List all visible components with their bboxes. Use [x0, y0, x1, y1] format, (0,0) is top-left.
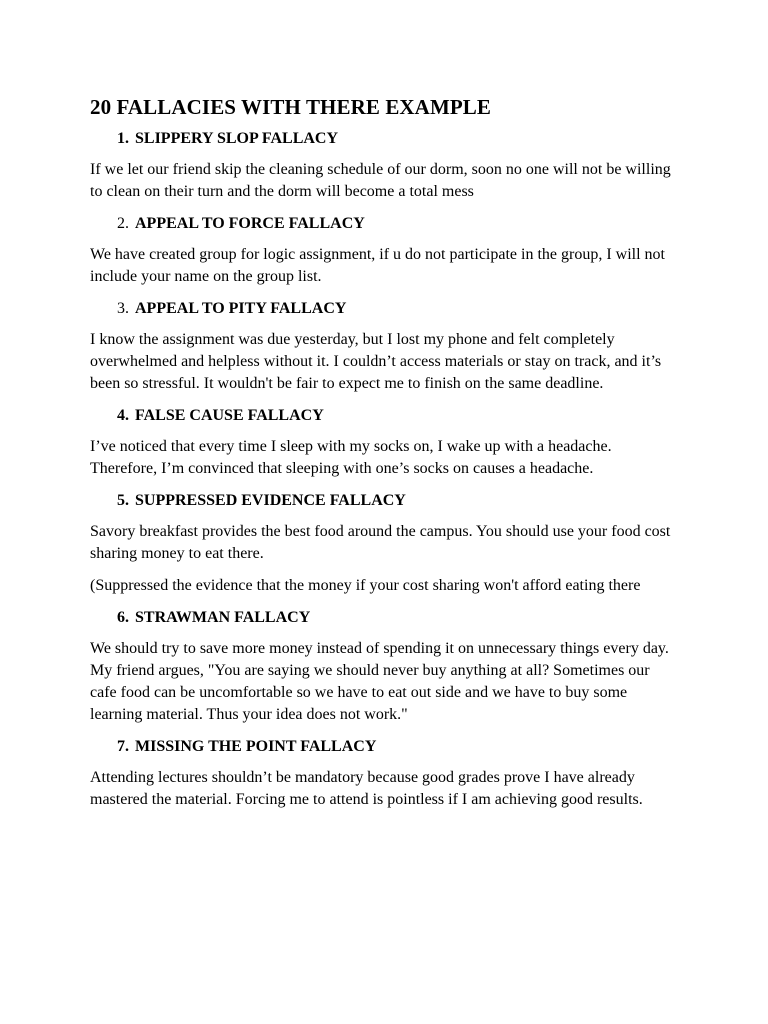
fallacy-section: [90, 607, 680, 726]
fallacy-number: 6.: [117, 609, 129, 626]
fallacy-name: APPEAL TO PITY FALLACY: [135, 300, 347, 317]
fallacy-section: [90, 298, 680, 395]
document-page: [90, 94, 680, 821]
fallacy-example: We should try to save more money instead of spending it on unnecessary things every day. My friend argues, "You are saying we should never buy anything at all? Sometimes our cafe food can be uncomfortable so we have to eat out side and we have to buy some learning material. Thus your idea does not work.": [90, 640, 669, 723]
fallacy-number: 5.: [117, 492, 129, 509]
fallacy-section: [90, 405, 680, 480]
fallacy-heading: [90, 490, 680, 512]
fallacy-example: Savory breakfast provides the best food around the campus. You should use your food cost sharing money to eat there.: [90, 523, 671, 562]
fallacy-heading: [90, 405, 680, 427]
fallacy-heading: [90, 213, 680, 235]
fallacy-section: [90, 128, 680, 203]
fallacy-note: (Suppressed the evidence that the money if your cost sharing won't afford eating there: [90, 577, 641, 594]
fallacy-heading: [90, 128, 680, 150]
fallacy-name: SLIPPERY SLOP FALLACY: [135, 130, 339, 147]
fallacy-number: 3.: [117, 300, 129, 317]
fallacy-name: APPEAL TO FORCE FALLACY: [135, 215, 365, 232]
fallacy-section: [90, 736, 680, 811]
fallacy-example: We have created group for logic assignment, if u do not participate in the group, I will not include your name on the group list.: [90, 246, 665, 285]
fallacy-number: 7.: [117, 738, 129, 755]
fallacy-example: If we let our friend skip the cleaning schedule of our dorm, soon no one will not be willing to clean on their turn and the dorm will become a total mess: [90, 161, 671, 200]
fallacy-name: STRAWMAN FALLACY: [135, 609, 311, 626]
fallacy-number: 2.: [117, 215, 129, 232]
fallacy-example: I’ve noticed that every time I sleep with my socks on, I wake up with a headache. Therefore, I’m convinced that sleeping with one’s socks on causes a headache.: [90, 438, 612, 477]
fallacy-heading: [90, 607, 680, 629]
fallacy-heading: [90, 736, 680, 758]
document-title: 20 FALLACIES WITH THERE EXAMPLE: [90, 95, 492, 119]
fallacy-section: [90, 213, 680, 288]
fallacy-example: Attending lectures shouldn’t be mandatory because good grades prove I have already mastered the material. Forcing me to attend is pointless if I am achieving good results.: [90, 769, 643, 808]
fallacy-example: I know the assignment was due yesterday, but I lost my phone and felt completely overwhelmed and helpless without it. I couldn’t access materials or stay on track, and it’s been so stressful. It wouldn't be fair to expect me to finish on the same deadline.: [90, 331, 662, 392]
fallacy-number: 4.: [117, 407, 129, 424]
fallacy-name: FALSE CAUSE FALLACY: [135, 407, 324, 424]
fallacy-heading: [90, 298, 680, 320]
fallacy-name: SUPPRESSED EVIDENCE FALLACY: [135, 492, 406, 509]
fallacy-section: [90, 490, 680, 597]
fallacy-number: 1.: [117, 130, 129, 147]
fallacy-name: MISSING THE POINT FALLACY: [135, 738, 377, 755]
